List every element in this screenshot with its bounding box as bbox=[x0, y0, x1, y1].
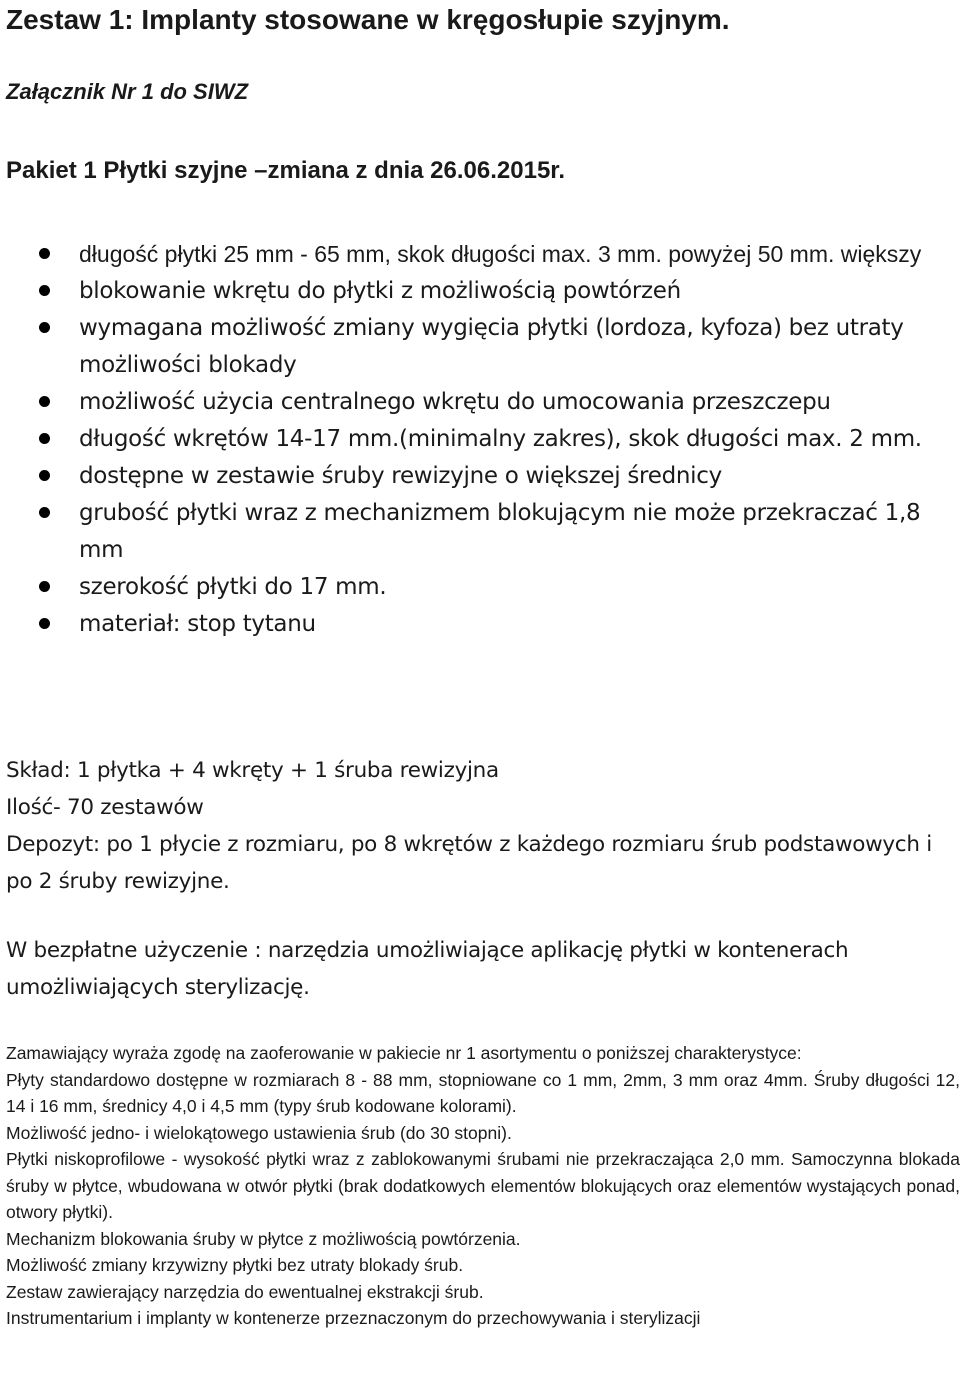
annex-label: Załącznik Nr 1 do SIWZ bbox=[6, 79, 249, 104]
list-item-text: długość płytki 25 mm - 65 mm, skok długości max. 3 mm. powyżej 50 mm. większy bbox=[79, 241, 922, 267]
list-item bbox=[6, 310, 960, 384]
bullet-icon bbox=[39, 322, 50, 333]
list-item-text: długość wkrętów 14-17 mm.(minimalny zakres), skok długości max. 2 mm. bbox=[79, 426, 922, 452]
footer-paragraph: Zamawiający wyraża zgodę na zaoferowanie w pakiecie nr 1 asortymentu o poniższej charakterystyce: bbox=[6, 1043, 802, 1063]
bullet-icon bbox=[39, 248, 50, 259]
list-item-text: szerokość płytki do 17 mm. bbox=[79, 574, 387, 600]
footer-paragraph: Możliwość jedno- i wielokątowego ustawienia śrub (do 30 stopni). bbox=[6, 1122, 512, 1143]
list-item bbox=[6, 421, 960, 458]
bullet-icon bbox=[39, 470, 50, 481]
bullet-icon bbox=[39, 285, 50, 296]
set-details bbox=[6, 752, 960, 900]
bullet-icon bbox=[39, 396, 50, 407]
list-item-text: blokowanie wkrętu do płytki z możliwością powtórzeń bbox=[79, 278, 681, 304]
free-use-section bbox=[6, 932, 960, 1006]
list-item-text: materiał: stop tytanu bbox=[79, 611, 316, 637]
list-item-text: grubość płytki wraz z mechanizmem blokującym nie może przekraczać 1,8 mm bbox=[79, 500, 921, 563]
document-title: Zestaw 1: Implanty stosowane w kręgosłupie szyjnym. bbox=[6, 4, 730, 35]
composition-text: Skład: 1 płytka + 4 wkręty + 1 śruba rewizyjna bbox=[6, 758, 499, 783]
free-use-text: W bezpłatne użyczenie : narzędzia umożliwiające aplikację płytki w kontenerach umożliwiających sterylizację. bbox=[6, 938, 849, 1000]
bullet-icon bbox=[39, 507, 50, 518]
quantity-text: Ilość- 70 zestawów bbox=[6, 795, 204, 820]
list-item-text: możliwość użycia centralnego wkrętu do umocowania przeszczepu bbox=[79, 389, 831, 415]
footer-paragraph: Możliwość zmiany krzywizny płytki bez utraty blokady śrub. bbox=[6, 1255, 464, 1275]
list-item bbox=[6, 236, 960, 273]
list-item bbox=[6, 458, 960, 495]
requirements-list bbox=[6, 236, 960, 643]
package-heading: Pakiet 1 Płytki szyjne –zmiana z dnia 26.06.2015r. bbox=[6, 157, 565, 184]
list-item bbox=[6, 606, 960, 643]
list-item-text: dostępne w zestawie śruby rewizyjne o większej średnicy bbox=[79, 463, 722, 489]
bullet-icon bbox=[39, 618, 50, 629]
list-item-text: wymagana możliwość zmiany wygięcia płytki (lordoza, kyfoza) bez utraty możliwości blokady bbox=[79, 315, 904, 378]
list-item bbox=[6, 495, 960, 569]
bullet-icon bbox=[39, 433, 50, 444]
deposit-text: Depozyt: po 1 płycie z rozmiaru, po 8 wkrętów z każdego rozmiaru śrub podstawowych i po 2 śruby rewizyjne. bbox=[6, 832, 932, 894]
footer-paragraph: Płyty standardowo dostępne w rozmiarach 8 - 88 mm, stopniowane co 1 mm, 2mm, 3 mm oraz 4mm. Śruby długości 12, 14 i 16 mm, średnicy 4,0 i 4,5 mm (typy śrub kodowane kolorami). bbox=[6, 1069, 960, 1116]
footer-paragraph: Zestaw zawierający narzędzia do ewentualnej ekstrakcji śrub. bbox=[6, 1281, 484, 1302]
list-item bbox=[6, 273, 960, 310]
footer-paragraph: Płytki niskoprofilowe - wysokość płytki wraz z zablokowanymi śrubami nie przekraczająca 2,0 mm. Samoczynna blokada śruby w płytce, wbudowana w otwór płytki (brak dodatkowych elementów blokujących oraz elementów wystających ponad, otwory płytki). bbox=[6, 1149, 960, 1222]
list-item bbox=[6, 384, 960, 421]
bullet-icon bbox=[39, 581, 50, 592]
footer-paragraph: Mechanizm blokowania śruby w płytce z możliwością powtórzenia. bbox=[6, 1228, 521, 1249]
alternative-specification bbox=[6, 1040, 960, 1332]
list-item bbox=[6, 569, 960, 606]
footer-paragraph: Instrumentarium i implanty w kontenerze przeznaczonym do przechowywania i sterylizacji bbox=[6, 1308, 701, 1328]
